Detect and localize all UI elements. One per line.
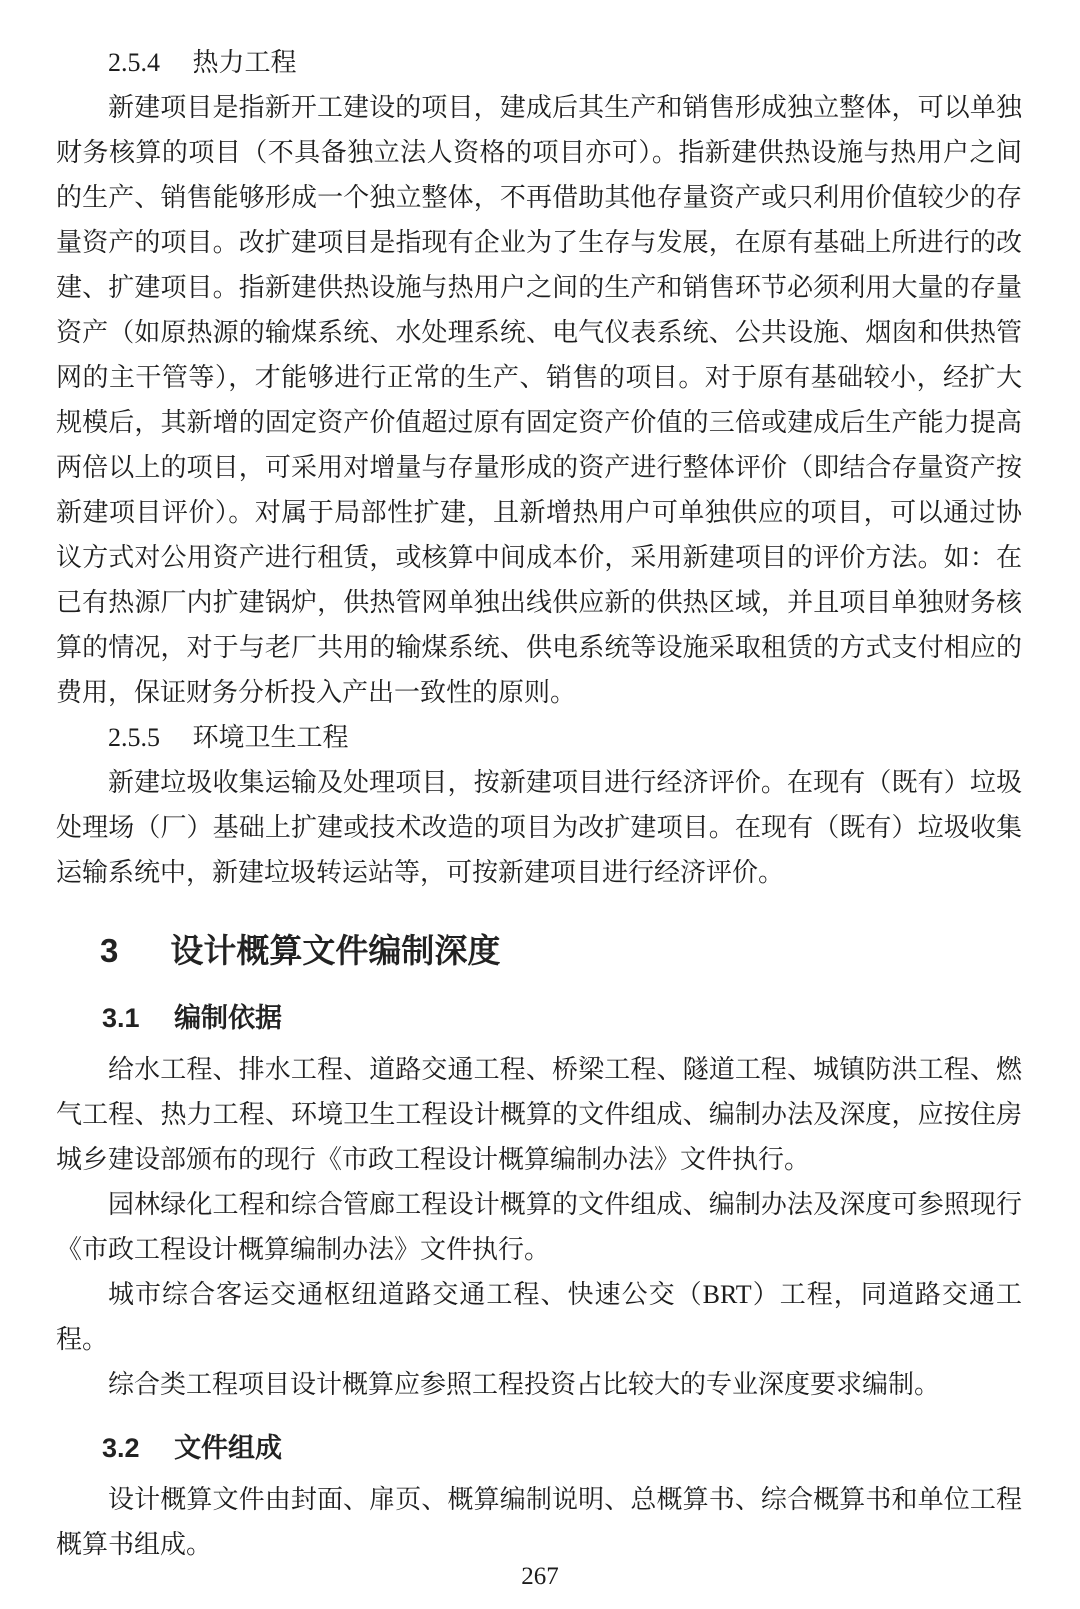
section-heading-3-2	[56, 1425, 1022, 1471]
paragraph-environmental-sanitation: 新建垃圾收集运输及处理项目，按新建项目进行经济评价。在现有（既有）垃圾处理场（厂）基础上扩建或技术改造的项目为改扩建项目。在现有（既有）垃圾收集运输系统中，新建垃圾转运站等，可按新建项目进行经济评价。	[56, 768, 1022, 887]
section-heading-3-2-number: 3.2	[102, 1433, 140, 1463]
paragraph-thermal-project-definition: 新建项目是指新开工建设的项目，建成后其生产和销售形成独立整体，可以单独财务核算的项目（不具备独立法人资格的项目亦可）。指新建供热设施与热用户之间的生产、销售能够形成一个独立整体，不再借助其他存量资产或只利用价值较少的存量资产的项目。改扩建项目是指现有企业为了生存与发展，在原有基础上所进行的改建、扩建项目。指新建供热设施与热用户之间的生产和销售环节必须利用大量的存量资产（如原热源的输煤系统、水处理系统、电气仪表系统、公共设施、烟囱和供热管网的主干管等），才能够进行正常的生产、销售的项目。对于原有基础较小，经扩大规模后，其新增的固定资产价值超过原有固定资产价值的三倍或建成后生产能力提高两倍以上的项目，可采用对增量与存量形成的资产进行整体评价（即结合存量资产按新建项目评价）。对属于局部性扩建，且新增热用户可单独供应的项目，可以通过协议方式对公用资产进行租赁，或核算中间成本价，采用新建项目的评价方法。如：在已有热源厂内扩建锅炉，供热管网单独出线供应新的供热区域，并且项目单独财务核算的情况，对于与老厂共用的输煤系统、供电系统等设施采取租赁的方式支付相应的费用，保证财务分析投入产出一致性的原则。	[56, 93, 1022, 707]
paragraph-compilation-basis-4: 综合类工程项目设计概算应参照工程投资占比较大的专业深度要求编制。	[108, 1370, 941, 1399]
section-heading-3-1	[56, 995, 1022, 1041]
paragraph-compilation-basis-3: 城市综合客运交通枢纽道路交通工程、快速公交（BRT）工程，同道路交通工程。	[56, 1280, 1022, 1354]
subheading-2-5-5	[56, 715, 1022, 760]
subheading-2-5-4	[56, 40, 1022, 85]
page-number: 267	[521, 1563, 559, 1590]
subheading-2-5-4-title: 热力工程	[192, 48, 297, 77]
paragraph-compilation-basis-1: 给水工程、排水工程、道路交通工程、桥梁工程、隧道工程、城镇防洪工程、燃气工程、热力工程、环境卫生工程设计概算的文件组成、编制办法及深度，应按住房城乡建设部颁布的现行《市政工程设计概算编制办法》文件执行。	[56, 1055, 1022, 1174]
subheading-2-5-5-title: 环境卫生工程	[192, 723, 349, 752]
paragraph-compilation-basis-2: 园林绿化工程和综合管廊工程设计概算的文件组成、编制办法及深度可参照现行《市政工程设计概算编制办法》文件执行。	[56, 1190, 1022, 1264]
section-heading-3-2-title: 文件组成	[174, 1433, 283, 1463]
section-heading-3-1-title: 编制依据	[174, 1003, 283, 1033]
subheading-2-5-4-number: 2.5.4	[108, 48, 160, 77]
paragraph-file-composition: 设计概算文件由封面、扉页、概算编制说明、总概算书、综合概算书和单位工程概算书组成。	[56, 1485, 1022, 1559]
chapter-heading-3	[56, 925, 1022, 977]
subheading-2-5-5-number: 2.5.5	[108, 723, 160, 752]
chapter-heading-3-title: 设计概算文件编制深度	[170, 932, 501, 969]
chapter-heading-3-number: 3	[100, 932, 119, 969]
section-heading-3-1-number: 3.1	[102, 1003, 140, 1033]
